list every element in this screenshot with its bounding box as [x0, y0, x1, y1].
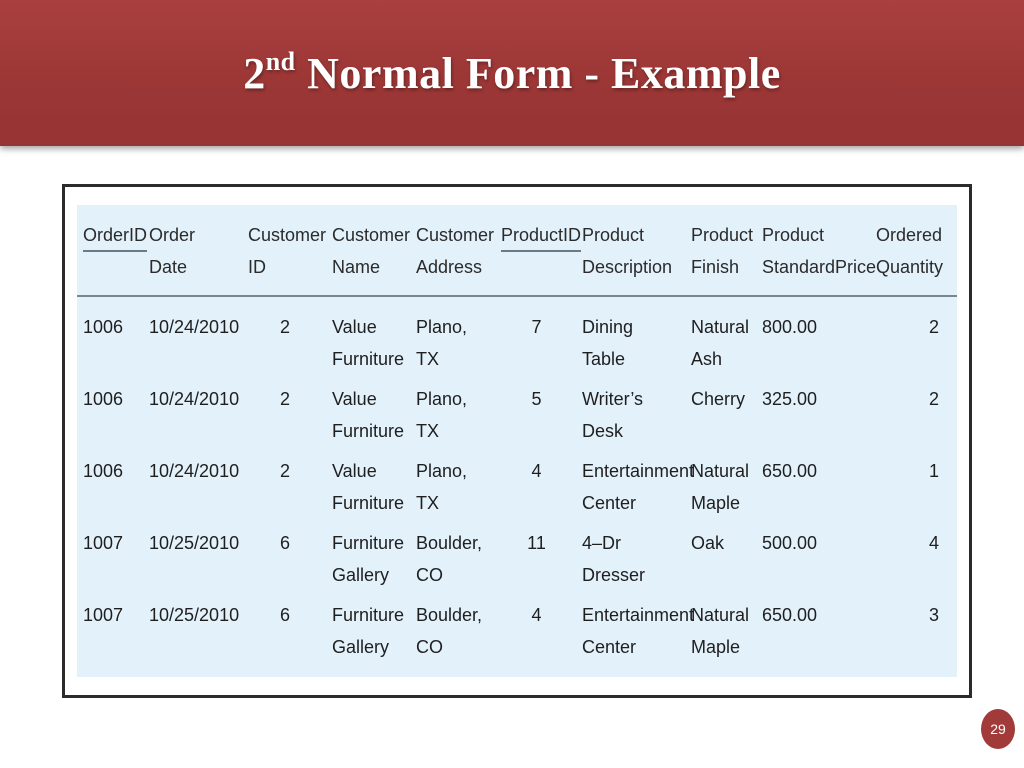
header-customer-address: Customer Address [410, 205, 495, 296]
table-header-row [77, 205, 957, 296]
cell-customer-id: 2 [279, 317, 290, 337]
title-rest: Normal Form - Example [307, 48, 781, 98]
cell-ordered-quantity: 3 [928, 605, 939, 625]
cell-order-id: 1006 [83, 317, 124, 337]
cell-product-price: 500.00 [762, 533, 818, 553]
cell-order-date: 10/24/2010 [149, 389, 240, 409]
cell-product-description: Entertainment Center [582, 605, 695, 657]
cell-customer-id: 2 [279, 389, 290, 409]
table-row [77, 383, 957, 455]
cell-product-finish: Oak [691, 533, 725, 553]
cell-ordered-quantity: 4 [928, 533, 939, 553]
table-row [77, 527, 957, 599]
cell-customer-address: Boulder, CO [416, 605, 483, 657]
cell-product-finish: Natural Ash [691, 317, 750, 369]
cell-product-description: Dining Table [582, 317, 634, 369]
table-row [77, 296, 957, 383]
page-number-badge: 29 [981, 709, 1015, 749]
title-bar [0, 0, 1024, 146]
cell-order-id: 1006 [83, 389, 124, 409]
cell-customer-address: Plano, TX [416, 317, 468, 369]
title-superscript: nd [265, 46, 296, 76]
cell-product-id: 5 [531, 389, 542, 409]
cell-customer-address: Plano, TX [416, 461, 468, 513]
header-order-id: OrderID [77, 205, 143, 296]
cell-product-finish: Natural Maple [691, 605, 750, 657]
cell-ordered-quantity: 1 [928, 461, 939, 481]
order-table [77, 205, 957, 671]
header-product-id: ProductID [495, 205, 576, 296]
cell-product-id: 4 [531, 461, 542, 481]
cell-ordered-quantity: 2 [928, 317, 939, 337]
cell-product-id: 4 [531, 605, 542, 625]
header-ordered-quantity: Ordered Quantity [870, 205, 957, 296]
header-product-description: Product Description [576, 205, 685, 296]
cell-product-price: 650.00 [762, 461, 818, 481]
cell-product-finish: Cherry [691, 389, 746, 409]
cell-order-date: 10/24/2010 [149, 317, 240, 337]
cell-customer-address: Boulder, CO [416, 533, 483, 585]
cell-customer-id: 6 [279, 533, 290, 553]
table-frame [62, 184, 972, 698]
cell-order-id: 1007 [83, 605, 124, 625]
cell-customer-name: Furniture Gallery [332, 533, 405, 585]
title-base: 2 [243, 48, 266, 98]
cell-product-price: 650.00 [762, 605, 818, 625]
cell-product-description: Entertainment Center [582, 461, 695, 513]
cell-order-date: 10/25/2010 [149, 533, 240, 553]
cell-customer-name: Furniture Gallery [332, 605, 405, 657]
cell-product-id: 11 [527, 533, 546, 553]
cell-product-price: 325.00 [762, 389, 818, 409]
cell-ordered-quantity: 2 [928, 389, 939, 409]
cell-customer-name: Value Furniture [332, 389, 405, 441]
cell-product-description: 4–Dr Dresser [582, 533, 646, 585]
cell-product-id: 7 [531, 317, 542, 337]
cell-customer-name: Value Furniture [332, 317, 405, 369]
cell-order-id: 1007 [83, 533, 124, 553]
cell-customer-name: Value Furniture [332, 461, 405, 513]
header-customer-id: Customer ID [242, 205, 326, 296]
table-panel [77, 205, 957, 677]
header-product-finish: Product Finish [685, 205, 756, 296]
table-row [77, 599, 957, 671]
header-order-date: Order Date [143, 205, 242, 296]
cell-customer-id: 6 [279, 605, 290, 625]
cell-customer-id: 2 [279, 461, 290, 481]
cell-product-price: 800.00 [762, 317, 818, 337]
cell-order-date: 10/25/2010 [149, 605, 240, 625]
header-customer-name: Customer Name [326, 205, 410, 296]
cell-product-description: Writer’s Desk [582, 389, 644, 441]
cell-order-date: 10/24/2010 [149, 461, 240, 481]
cell-product-finish: Natural Maple [691, 461, 750, 513]
slide-title [243, 48, 781, 99]
table-row [77, 455, 957, 527]
cell-order-id: 1006 [83, 461, 124, 481]
cell-customer-address: Plano, TX [416, 389, 468, 441]
header-product-standard-price: Product StandardPrice [756, 205, 870, 296]
